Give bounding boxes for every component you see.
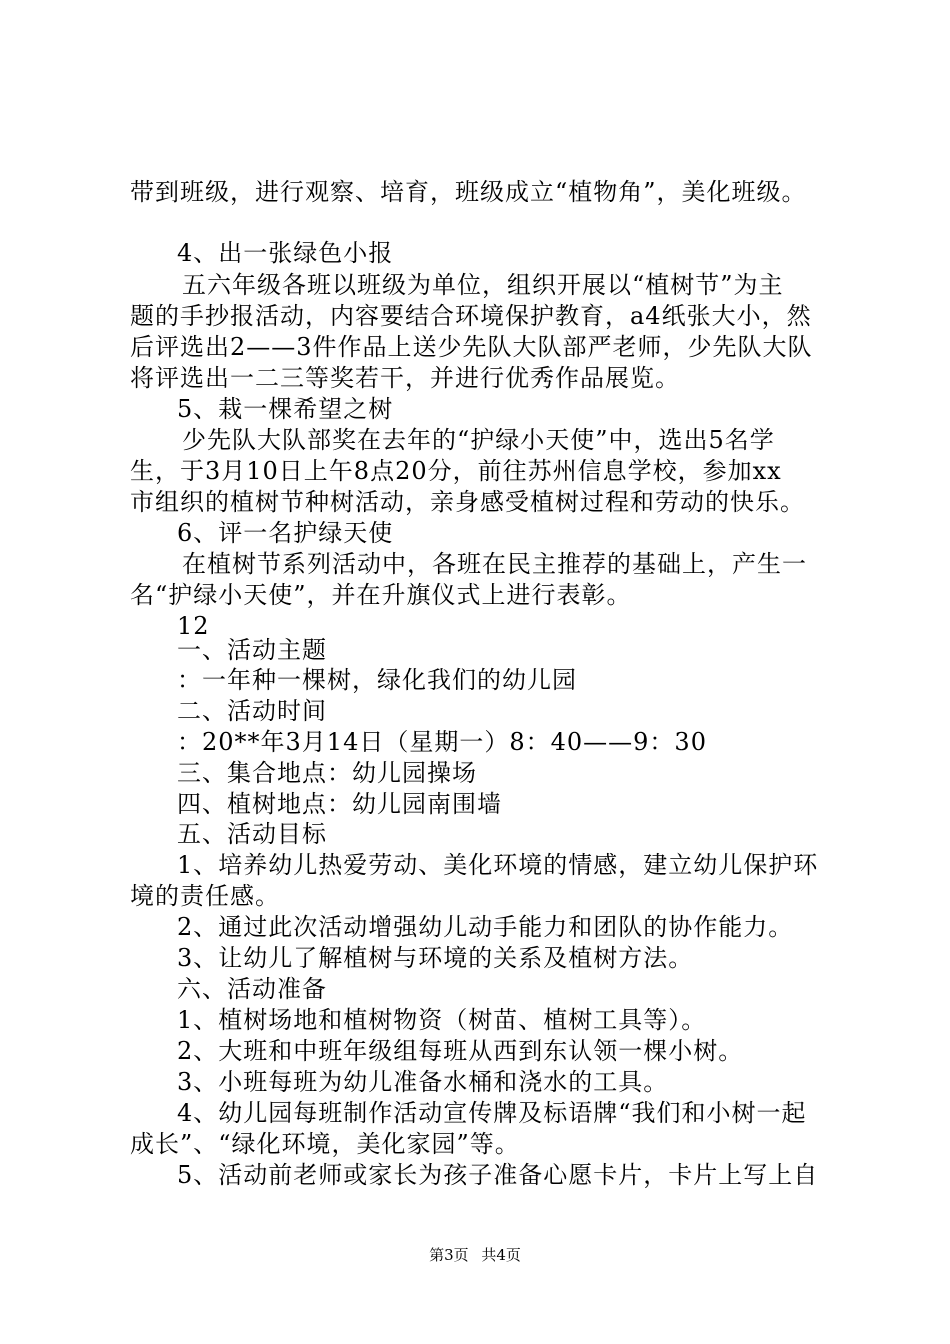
text-line: ：一年种一棵树，绿化我们的幼儿园 [177,666,577,694]
text-line: 带到班级，进行观察、培育，班级成立“植物角”，美化班级。 [130,178,807,206]
section-heading: 二、活动时间 [177,697,327,725]
page-footer [0,1245,950,1265]
text-line: ：20**年3月14日（星期一）8：40——9：30 [177,728,707,756]
page-number: 第3页 [429,1246,469,1264]
text-line: 5、活动前老师或家长为孩子准备心愿卡片，卡片上写上自 [177,1161,819,1189]
text-line: 将评选出一二三等奖若干，并进行优秀作品展览。 [130,364,680,392]
text-line: 12 [177,612,210,640]
page-total: 共4页 [481,1246,521,1264]
section-heading: 五、活动目标 [177,820,327,848]
text-line: 1、植树场地和植树物资（树苗、植树工具等）。 [177,1006,707,1034]
text-line: 少先队大队部奖在去年的“护绿小天使”中，选出5名学 [182,426,775,454]
text-line: 五六年级各班以班级为单位，组织开展以“植树节”为主 [182,271,784,299]
text-line: 成长”、“绿化环境，美化家园”等。 [130,1130,520,1158]
text-line: 3、小班每班为幼儿准备水桶和浇水的工具。 [177,1068,669,1096]
text-line: 4、幼儿园每班制作活动宣传牌及标语牌“我们和小树一起 [177,1099,807,1127]
text-line: 市组织的植树节种树活动，亲身感受植树过程和劳动的快乐。 [130,488,805,516]
text-line: 生，于3月10日上午8点20分，前往苏州信息学校，参加xx [130,457,782,485]
text-line: 2、大班和中班年级组每班从西到东认领一棵小树。 [177,1037,744,1065]
text-line: 3、让幼儿了解植树与环境的关系及植树方法。 [177,944,694,972]
text-line: 4、出一张绿色小报 [177,239,394,267]
text-line: 境的责任感。 [130,882,280,910]
text-line: 后评选出2——3件作品上送少先队大队部严老师，少先队大队 [130,333,813,361]
section-heading: 六、活动准备 [177,975,327,1003]
text-line: 在植树节系列活动中，各班在民主推荐的基础上，产生一 [182,550,807,578]
text-line: 2、通过此次活动增强幼儿动手能力和团队的协作能力。 [177,913,794,941]
text-line: 1、培养幼儿热爱劳动、美化环境的情感，建立幼儿保护环 [177,851,819,879]
section-heading: 一、活动主题 [177,636,327,664]
text-line: 名“护绿小天使”，并在升旗仪式上进行表彰。 [130,581,632,609]
text-line: 5、栽一棵希望之树 [177,395,394,423]
text-line: 题的手抄报活动，内容要结合环境保护教育，a4纸张大小，然 [130,302,812,330]
section-heading: 四、植树地点：幼儿园南围墙 [177,790,502,818]
section-heading: 三、集合地点：幼儿园操场 [177,759,477,787]
text-line: 6、评一名护绿天使 [177,519,394,547]
